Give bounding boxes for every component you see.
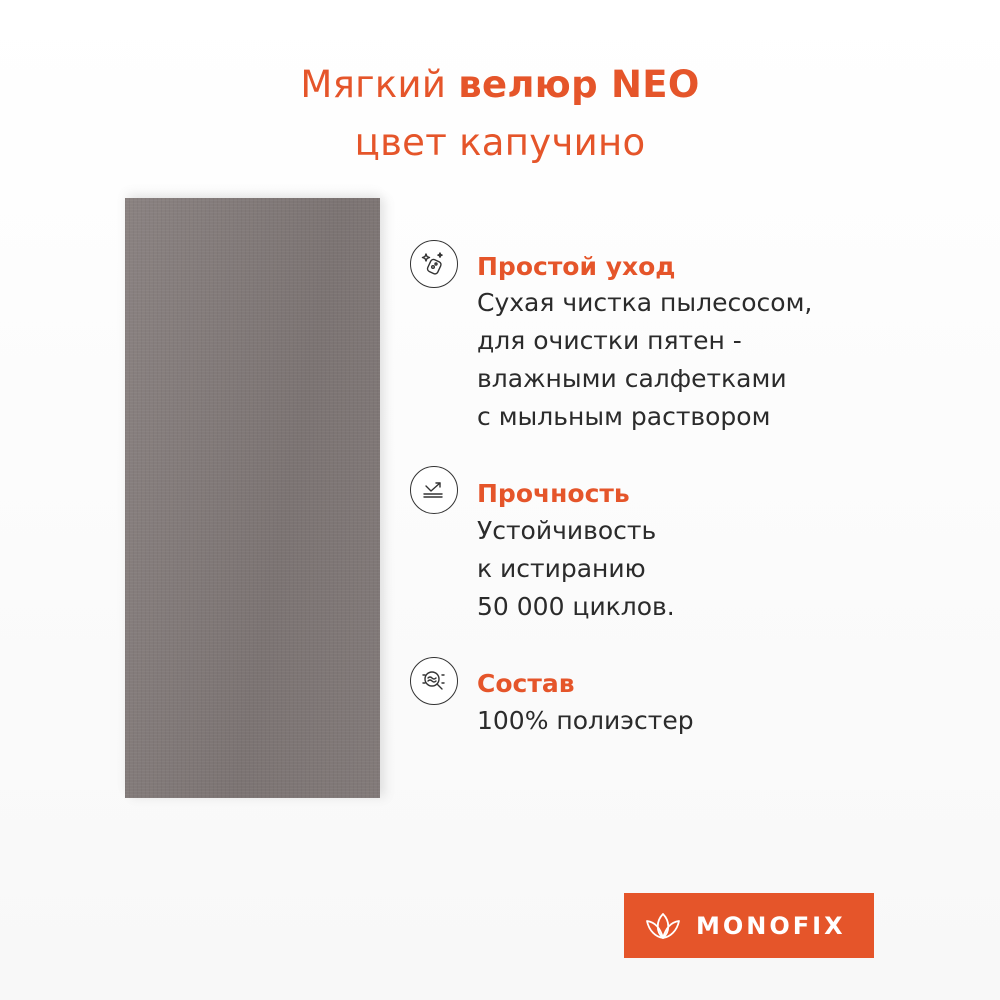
feature-description — [477, 702, 694, 740]
feature-heading: Простой уход — [477, 252, 676, 281]
feature-heading: Состав — [477, 669, 575, 698]
brand-badge — [624, 893, 874, 958]
title-material-name: велюр NEO — [458, 63, 700, 106]
feature-text-line: с мыльным раствором — [477, 402, 771, 431]
feature-text-line: 50 000 циклов. — [477, 592, 675, 621]
title-material: Мягкий — [300, 63, 459, 106]
feature-text-line: влажными салфетками — [477, 364, 787, 393]
feature-text-line: Сухая чистка пылесосом, — [477, 288, 813, 317]
durability-chart-icon — [410, 466, 458, 514]
feature-text-line: для очистки пятен - — [477, 326, 742, 355]
brand-name: MONOFIX — [696, 911, 846, 940]
fabric-swatch-image — [125, 198, 380, 798]
product-color-title: цвет капучино — [354, 121, 646, 164]
leaf-logo-icon — [644, 911, 682, 941]
feature-text-line: Устойчивость — [477, 516, 657, 545]
feature-heading: Прочность — [477, 479, 630, 508]
feature-description — [477, 512, 675, 626]
fabric-composition-icon — [410, 657, 458, 705]
feature-text-line: 100% полиэстер — [477, 706, 694, 735]
feature-text-line: к истиранию — [477, 554, 646, 583]
cleaning-sponge-icon — [410, 240, 458, 288]
product-title — [0, 63, 1000, 107]
feature-description — [477, 284, 812, 436]
